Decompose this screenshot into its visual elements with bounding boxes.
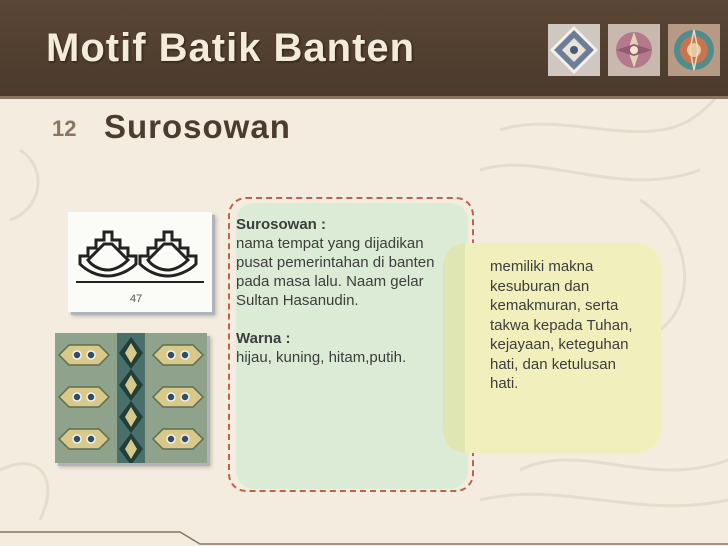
motif-fabric-pattern bbox=[55, 333, 207, 463]
meaning-text: memiliki makna kesuburan dan kemakmuran, serta takwa kepada Tuhan, kejayaan, keteguhan hati, dan ketulusan hati. bbox=[490, 258, 633, 392]
colors-text: hijau, kuning, hitam,putih. bbox=[236, 349, 407, 366]
slide-number: 12 bbox=[52, 116, 77, 141]
motif-sketch-caption: 47 bbox=[130, 293, 143, 305]
batik-tile-image-3 bbox=[668, 24, 720, 76]
colors-heading: Warna : bbox=[236, 330, 291, 347]
batik-tile-image-1 bbox=[548, 24, 600, 76]
page-title: Motif Batik Banten bbox=[46, 26, 416, 70]
meaning-box-edge bbox=[443, 243, 465, 453]
bottom-decorative-line bbox=[0, 524, 728, 546]
motif-sketch-image bbox=[68, 212, 212, 312]
header-divider bbox=[0, 96, 728, 99]
header-bar bbox=[0, 0, 728, 96]
slide-subtitle: Surosowan bbox=[104, 108, 291, 145]
description-text: nama tempat yang dijadikan pusat pemerintahan di banten pada masa lalu. Naam gelar Sultan Hasanudin. bbox=[236, 235, 435, 309]
description-text-block bbox=[236, 215, 436, 367]
motif-fabric-image bbox=[55, 333, 207, 463]
batik-tile-image-2 bbox=[608, 24, 660, 76]
batik-tile-strip bbox=[548, 24, 724, 96]
motif-sketch-drawing bbox=[68, 212, 212, 312]
description-heading: Surosowan : bbox=[236, 216, 327, 233]
